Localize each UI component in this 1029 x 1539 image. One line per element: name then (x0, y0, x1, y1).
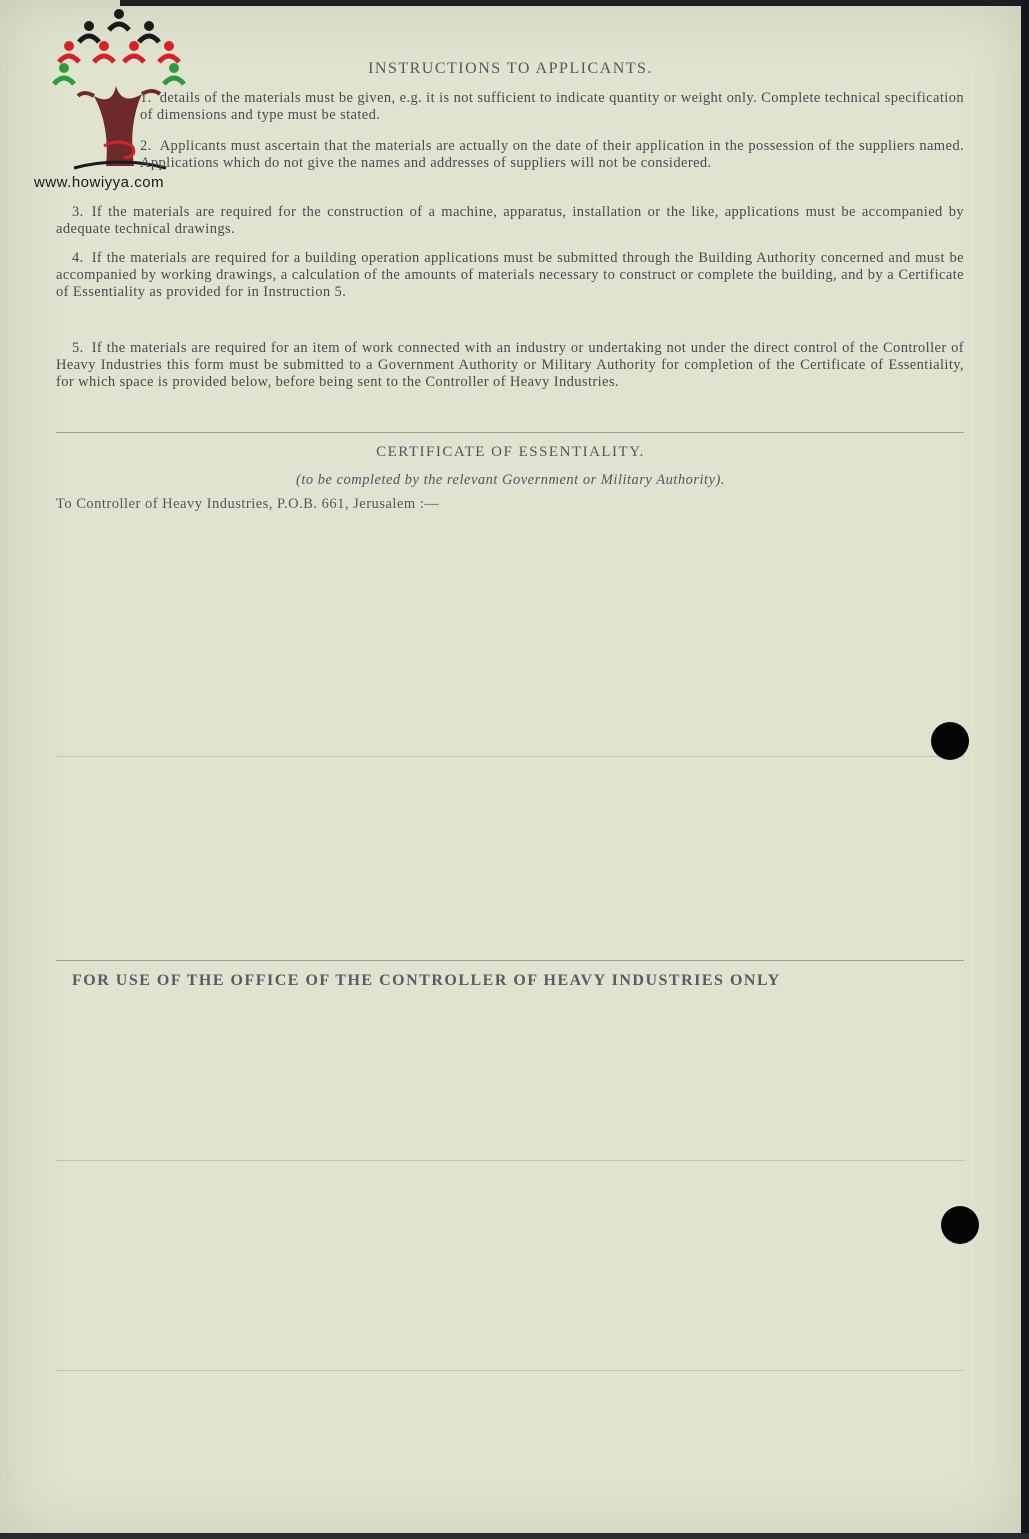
faint-line (56, 1370, 964, 1371)
watermark-url: www.howiyya.com (34, 174, 165, 191)
certificate-addressee: To Controller of Heavy Industries, P.O.B. 661, Jerusalem :— (56, 496, 440, 512)
scan-top-edge (120, 0, 1021, 6)
office-use-label: FOR USE OF THE OFFICE OF THE CONTROLLER OF HEAVY INDUSTRIES ONLY (72, 972, 781, 989)
certificate-heading: CERTIFICATE OF ESSENTIALITY. (376, 444, 645, 460)
instruction-text: details of the materials must be given, e.g. it is not sufficient to indicate quantity or weight only. Complete technical specification of dimensions and type must be stated. (140, 90, 964, 123)
instruction-number: 5. (72, 340, 84, 356)
instruction-text: Applicants must ascertain that the materials are actually on the date of their application in the possession of the suppliers named. Applications which do not give the names and addresses of suppliers will not be considered. (140, 138, 964, 171)
faint-line (56, 1160, 964, 1161)
instruction-item-1 (56, 90, 964, 124)
punch-hole (931, 722, 969, 760)
certificate-note: (to be completed by the relevant Government or Military Authority). (296, 472, 725, 488)
instruction-item-3 (56, 204, 964, 238)
instruction-text: If the materials are required for an item of work connected with an industry or undertaking not under the direct control of the Controller of Heavy Industries this form must be submitted to a Government Authority or Military Authority for completion of the Certificate of Essentiality, for which space is provided below, before being sent to the Controller of Heavy Industries. (56, 340, 964, 390)
faint-line (56, 756, 964, 757)
instruction-item-5 (56, 340, 964, 391)
scan-right-edge (1021, 0, 1029, 1539)
instruction-number: 1. (140, 90, 152, 106)
instruction-item-2 (56, 138, 964, 172)
punch-hole (941, 1206, 979, 1244)
instruction-text: If the materials are required for the construction of a machine, apparatus, installation or the like, applications must be accompanied by adequate technical drawings. (56, 204, 964, 237)
instruction-item-4 (56, 250, 964, 301)
instruction-number: 4. (72, 250, 84, 266)
section-divider (56, 960, 964, 961)
instructions-heading: INSTRUCTIONS TO APPLICANTS. (368, 60, 653, 77)
instruction-text: If the materials are required for a building operation applications must be submitted through the Building Authority concerned and must be accompanied by working drawings, a calculation of the amounts of materials necessary to construct or complete the building, and by a Certificate of Essentiality as provided for in Instruction 5. (56, 250, 964, 300)
scan-bottom-edge (0, 1533, 1029, 1539)
instruction-number: 2. (140, 138, 152, 154)
instruction-number: 3. (72, 204, 84, 220)
section-divider (56, 432, 964, 433)
